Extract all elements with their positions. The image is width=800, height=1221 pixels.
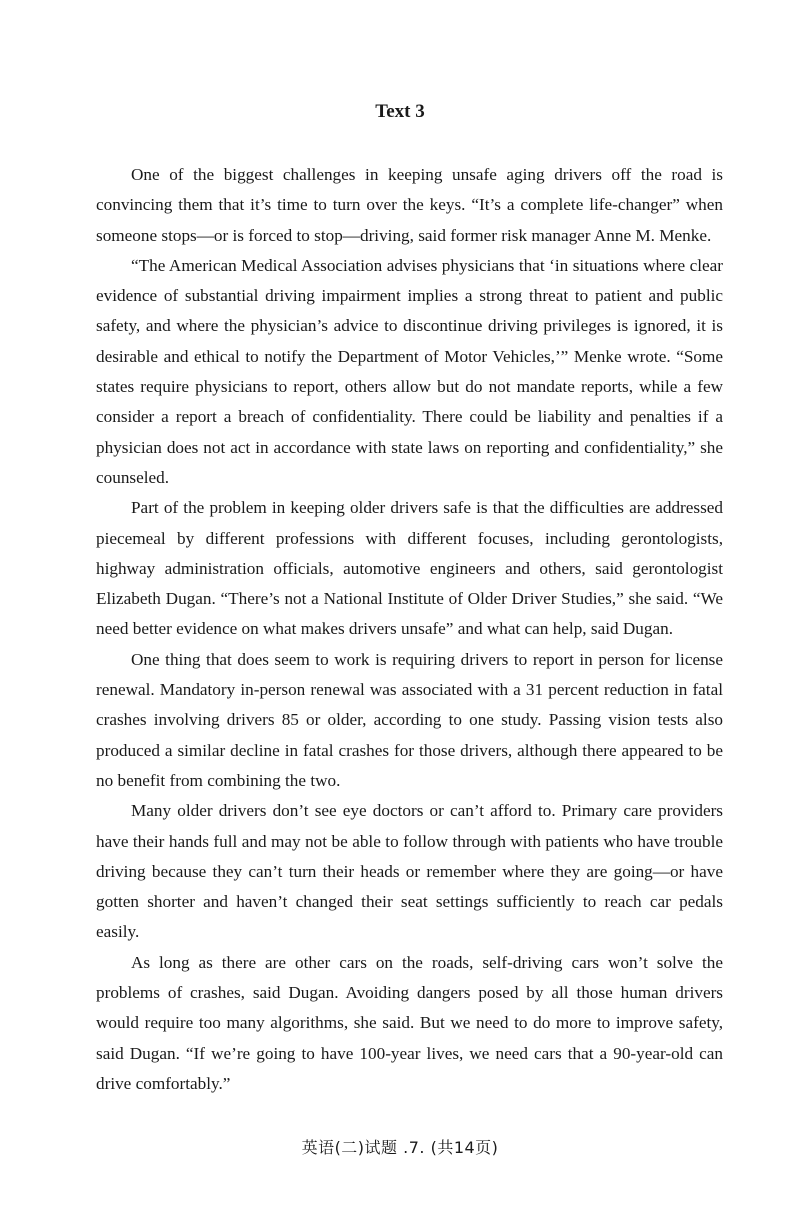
paragraph-4: One thing that does seem to work is requiring drivers to report in person for license renewal. Mandatory in-person renewal was associated with a 31 percent reduction in fatal crashes involving drivers 85 or older, according to one study. Passing vision tests also produced a similar decline in fatal crashes for those drivers, although there appeared to be no benefit from combining the two. — [96, 649, 723, 790]
paragraph-5: Many older drivers don’t see eye doctors or can’t afford to. Primary care providers have their hands full and may not be able to follow through with patients who have trouble driving because they can’t turn their heads or remember where they are going—or have gotten shorter and haven’t changed their seat settings sufficiently to reach car pedals easily. — [96, 801, 723, 942]
page-title: Text 3 — [375, 101, 425, 122]
passage-body — [96, 160, 723, 1099]
page-footer: 英语(二)试题 .7. (共14页) — [301, 1138, 499, 1157]
paragraph-2: “The American Medical Association advises physicians that ‘in situations where clear evidence of substantial driving impairment implies a strong threat to patient and public safety, and where the physician’s advice to discontinue driving privileges is ignored, it is desirable and ethical to notify the Department of Motor Vehicles,’” Menke wrote. “Some states require physicians to report, others allow but do not mandate reports, while a few consider a report a breach of confidentiality. There could be liability and penalties if a physician does not act in accordance with state laws on reporting and confidentiality,” she counseled. — [96, 255, 723, 487]
paragraph-1: One of the biggest challenges in keeping unsafe aging drivers off the road is convincing them that it’s time to turn over the keys. “It’s a complete life-changer” when someone stops—or is forced to stop—driving, said former risk manager Anne M. Menke. — [96, 165, 723, 245]
paragraph-3: Part of the problem in keeping older drivers safe is that the difficulties are addressed piecemeal by different professions with different focuses, including gerontologists, highway administration officials, automotive engineers and others, said gerontologist Elizabeth Dugan. “There’s not a National Institute of Older Driver Studies,” she said. “We need better evidence on what makes drivers unsafe” and what can help, said Dugan. — [96, 498, 723, 639]
paragraph-6: As long as there are other cars on the roads, self-driving cars won’t solve the problems of crashes, said Dugan. Avoiding dangers posed by all those human drivers would require too many algorithms, she said. But we need to do more to improve safety, said Dugan. “If we’re going to have 100-year lives, we need cars that a 90-year-old can drive comfortably.” — [96, 952, 723, 1093]
